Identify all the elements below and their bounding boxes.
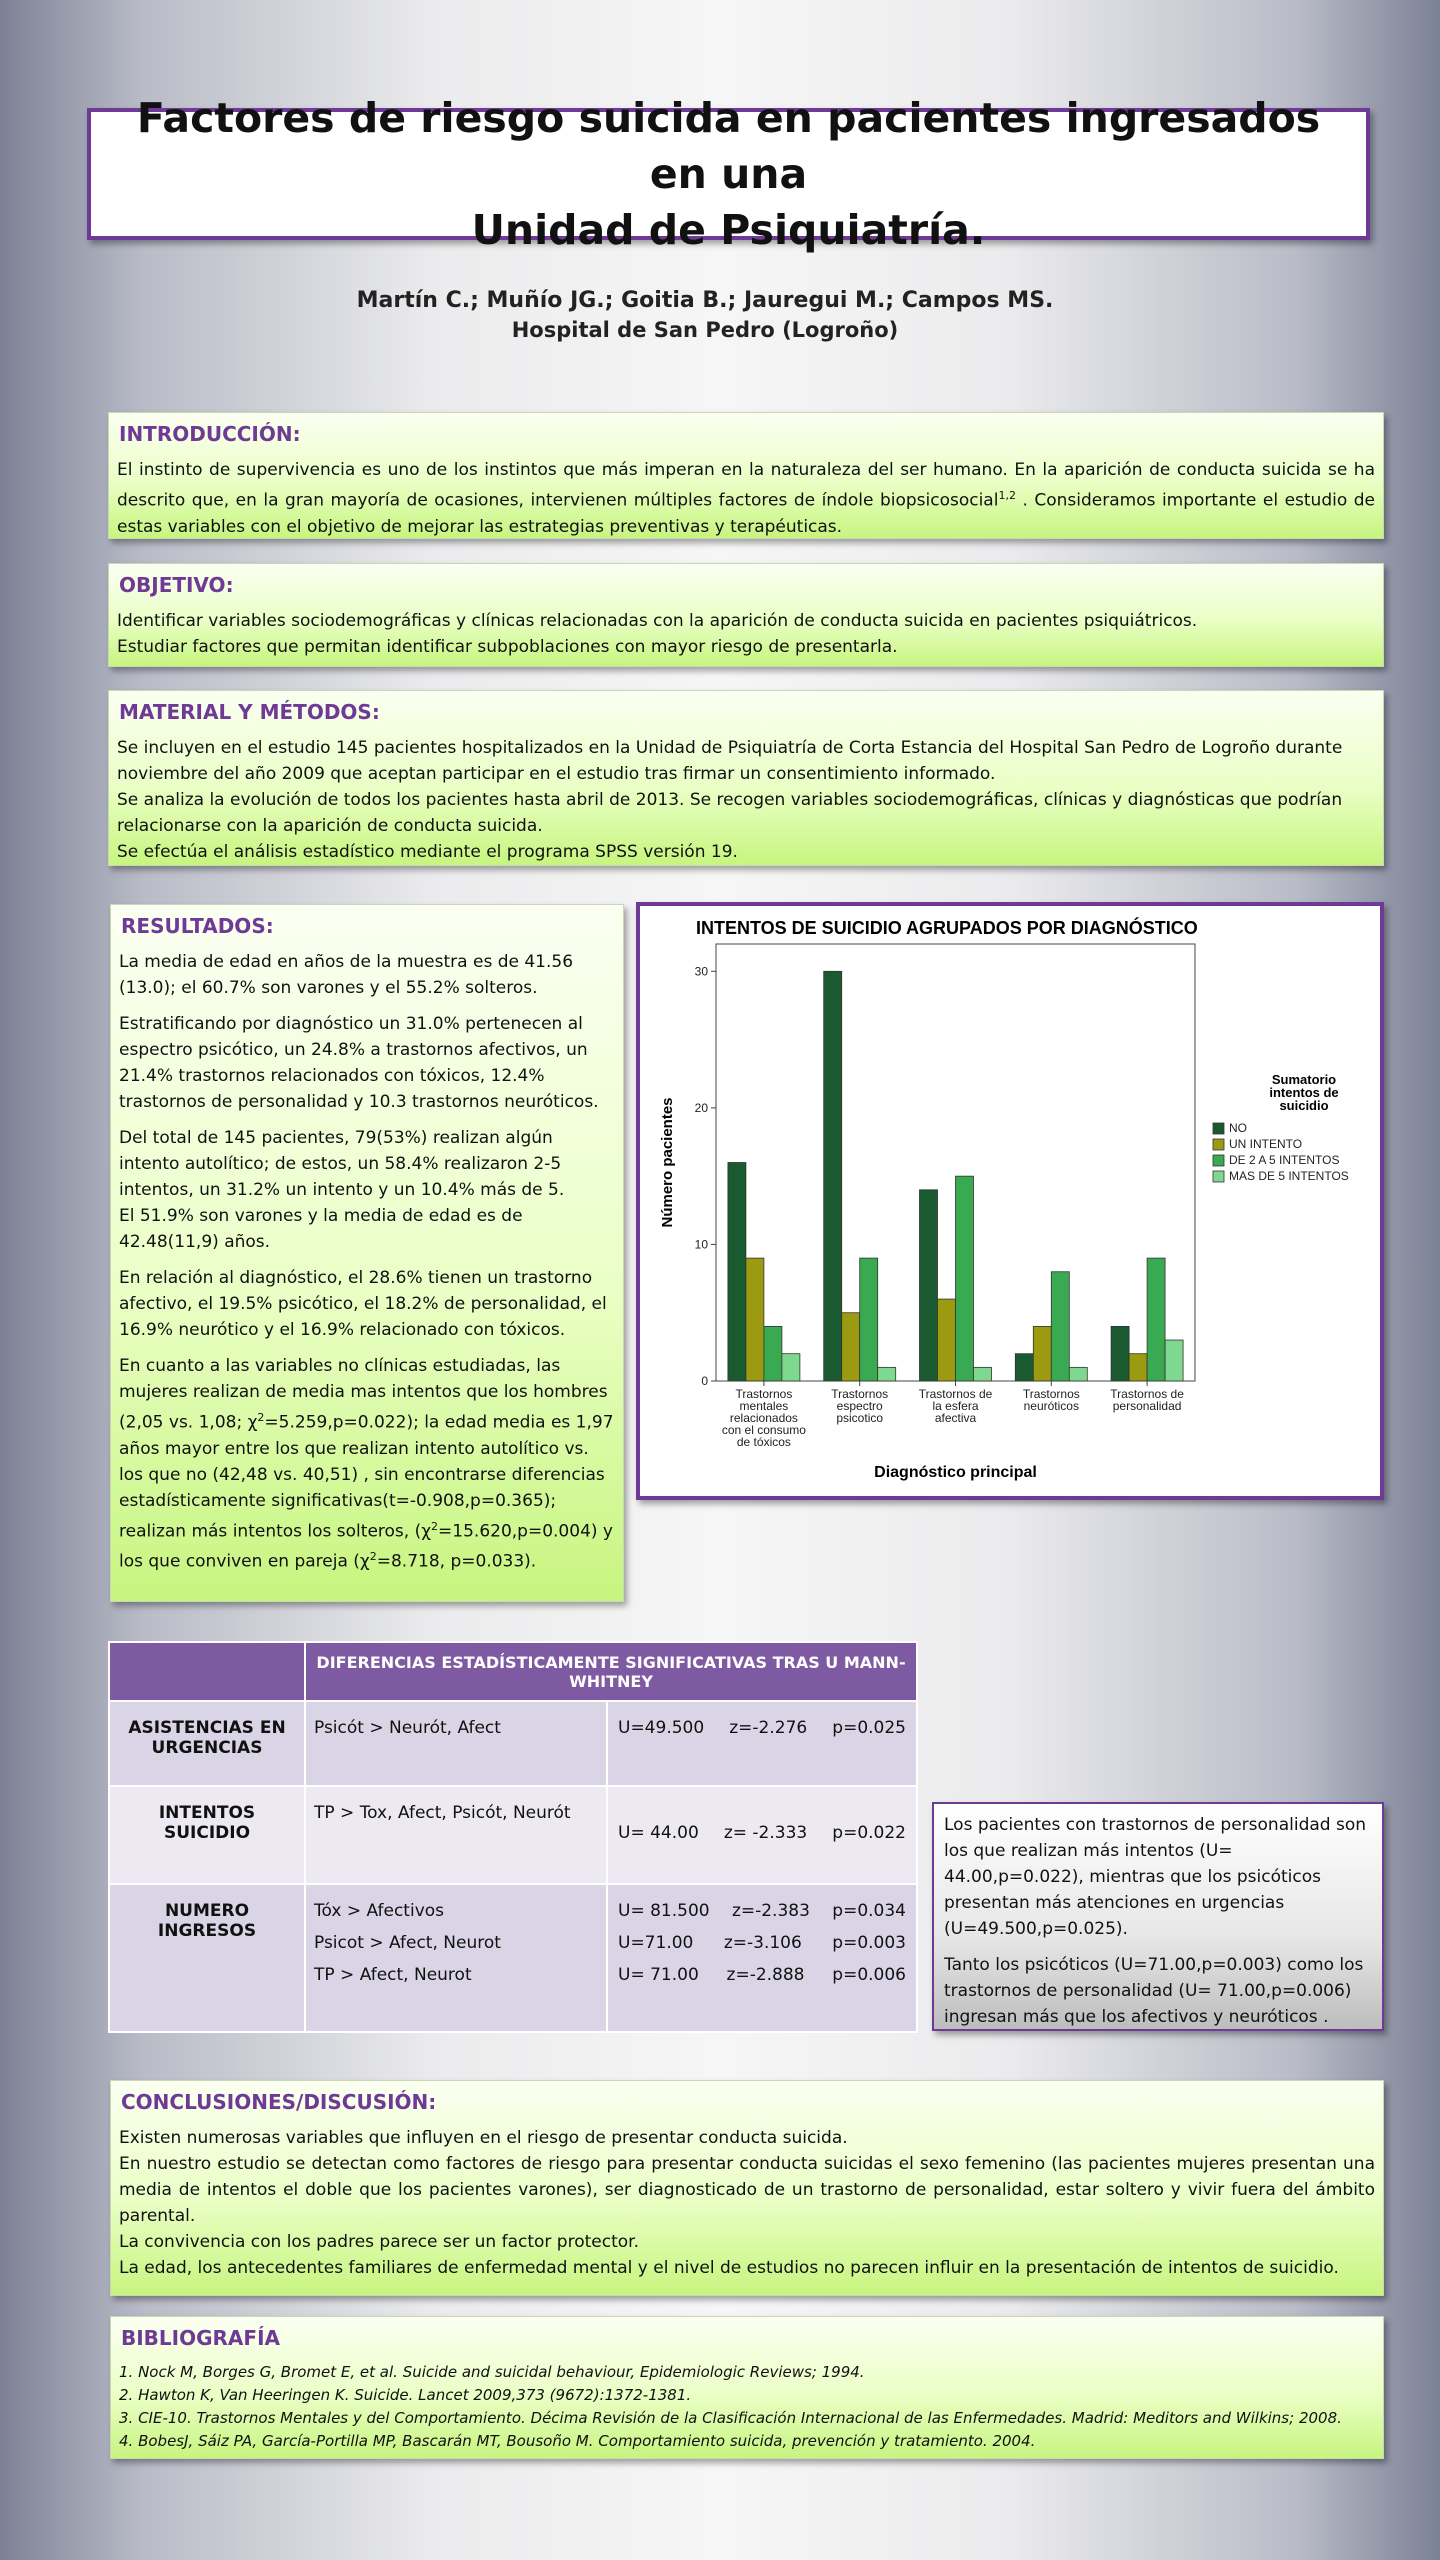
authors: Martín C.; Muñío JG.; Goitia B.; Jauregui M.; Campos MS. xyxy=(356,288,1054,313)
resultados-section xyxy=(110,904,624,1602)
bibliografia-heading: BIBLIOGRAFÍA xyxy=(121,2326,280,2350)
stats-table xyxy=(108,1641,918,2033)
bar xyxy=(746,1258,764,1381)
bar xyxy=(1033,1326,1051,1381)
bar xyxy=(1015,1354,1033,1381)
bar xyxy=(842,1313,860,1381)
side-note xyxy=(932,1802,1384,2031)
row-condition: TP > Tox, Afect, Psicót, Neurót xyxy=(305,1786,607,1884)
row-condition: Tóx > Afectivos Psicot > Afect, Neurot TP > Afect, Neurot xyxy=(305,1884,607,2032)
material-section xyxy=(108,690,1384,866)
legend-label: UN INTENTO xyxy=(1229,1137,1303,1151)
bar-chart xyxy=(640,906,1380,1496)
resultados-p2: Estratificando por diagnóstico un 31.0% pertenecen al espectro psicótico, un 24.8% a trastornos afectivos, un 21.4% trastornos relacionados con tóxicos, 12.4% trastornos de personalidad y 10.3 trastornos neuróticos. xyxy=(119,1014,599,1112)
introduccion-section xyxy=(108,412,1384,539)
bibliografia-section xyxy=(110,2316,1384,2459)
objetivo-heading: OBJETIVO: xyxy=(119,573,234,597)
resultados-heading: RESULTADOS: xyxy=(121,914,274,938)
y-tick-label: 10 xyxy=(694,1237,708,1252)
bar xyxy=(764,1326,782,1381)
conclusiones-line-3: La convivencia con los padres parece ser un factor protector. xyxy=(119,2232,639,2252)
resultados-p4: En relación al diagnóstico, el 28.6% tienen un trastorno afectivo, el 19.5% psicótico, el 18.2% de personalidad, el 16.9% neurótico y el 16.9% relacionado con tóxicos. xyxy=(119,1268,607,1340)
material-line-3: Se efectúa el análisis estadístico mediante el programa SPSS versión 19. xyxy=(117,842,738,862)
x-tick-label: Trastornos de xyxy=(918,1387,993,1401)
x-axis-label: Diagnóstico principal xyxy=(874,1464,1037,1481)
x-tick-label: con el consumo xyxy=(721,1423,806,1437)
resultados-p3: Del total de 145 pacientes, 79(53%) realizan algún intento autolítico; de estos, un 58.4% realizaron 2-5 intentos, un 31.2% un intento y un 10.4% más de 5. El 51.9% son varones y la media de edad es de 42.48(11,9) años. xyxy=(119,1128,565,1252)
bar xyxy=(860,1258,878,1381)
introduccion-heading: INTRODUCCIÓN: xyxy=(119,422,301,446)
legend-swatch xyxy=(1213,1123,1224,1134)
objetivo-line-2: Estudiar factores que permitan identificar subpoblaciones con mayor riesgo de presentarla. xyxy=(117,637,898,657)
table-row xyxy=(109,1884,917,2032)
introduccion-text: El instinto de supervivencia es uno de los instintos que más imperan en la naturaleza del ser humano. En la aparición de conducta suicida se ha descrito que, en la gran mayoría de ocasiones, intervienen múltiples factores de índole biopsicosocial$^{1,2}$ . Consideramos importante el estudio de estas variables con el objetivo de mejorar las estrategias preventivas y terapéuticas. xyxy=(117,460,1375,537)
poster-title: Factores de riesgo suicida en pacientes ingresados en una Unidad de Psiquiatría. xyxy=(136,94,1321,254)
bar xyxy=(1165,1340,1183,1381)
row-label: NUMERO INGRESOS xyxy=(109,1884,305,2032)
x-tick-label: relacionados xyxy=(729,1411,798,1425)
bar xyxy=(920,1190,938,1381)
material-line-2: Se analiza la evolución de todos los pacientes hasta abril de 2013. Se recogen variables sociodemográficas, clínicas y diagnósticas que podrían relacionarse con la aparición de conducta suicida. xyxy=(117,790,1343,836)
bar xyxy=(1129,1354,1147,1381)
bar xyxy=(782,1354,800,1381)
ref-4: 4. BobesJ, Sáiz PA, García-Portilla MP, Bascarán MT, Bousoño M. Comportamiento suicida, prevención y tratamiento. 2004. xyxy=(119,2432,1036,2450)
legend-swatch xyxy=(1213,1155,1224,1166)
x-tick-label: neuróticos xyxy=(1023,1399,1079,1413)
side-note-p1: Los pacientes con trastornos de personalidad son los que realizan más intentos (U= 44.00,p=0.022), mientras que los psicóticos presentan más atenciones en urgencias (U=49.500,p=0.025). xyxy=(944,1815,1367,1939)
x-tick-label: Trastornos de xyxy=(1110,1387,1184,1401)
row-label: INTENTOS SUICIDIO xyxy=(109,1786,305,1884)
bar xyxy=(938,1299,956,1381)
bar xyxy=(974,1367,992,1381)
material-line-1: Se incluyen en el estudio 145 pacientes hospitalizados en la Unidad de Psiquiatría de Corta Estancia del Hospital San Pedro de Logroño durante noviembre del año 2009 que aceptan participar en el estudio tras firmar un consentimiento informado. xyxy=(117,738,1343,784)
x-tick-label: Trastornos xyxy=(831,1387,889,1401)
legend-title: Sumatorio xyxy=(1271,1072,1337,1087)
row-values: U= 81.500 z=-2.383 p=0.034 U=71.00 z=-3.106 p=0.003 U= 71.00 z=-2.888 p=0.006 xyxy=(607,1884,917,2032)
bar xyxy=(728,1163,746,1382)
row-condition: Psicót > Neurót, Afect xyxy=(305,1701,607,1785)
ref-1: 1. Nock M, Borges G, Bromet E, et al. Suicide and suicidal behaviour, Epidemiologic Reviews; 1994. xyxy=(119,2363,865,2381)
y-tick-label: 0 xyxy=(701,1374,708,1388)
table-row xyxy=(109,1701,917,1785)
row-values: U= 44.00 z= -2.333 p=0.022 xyxy=(607,1786,917,1884)
table-header: DIFERENCIAS ESTADÍSTICAMENTE SIGNIFICATIVAS TRAS U MANN-WHITNEY xyxy=(305,1642,917,1701)
y-tick-label: 30 xyxy=(694,964,708,979)
row-values: U=49.500 z=-2.276 p=0.025 xyxy=(607,1701,917,1785)
title-box xyxy=(87,94,1370,254)
x-tick-label: afectiva xyxy=(934,1411,977,1425)
conclusiones-line-1: Existen numerosas variables que influyen en el riesgo de presentar conducta suicida. xyxy=(119,2128,848,2148)
ref-2: 2. Hawton K, Van Heeringen K. Suicide. Lancet 2009,373 (9672):1372-1381. xyxy=(119,2386,692,2404)
conclusiones-section xyxy=(110,2080,1384,2296)
x-tick-label: Trastornos xyxy=(1022,1387,1080,1401)
chart-box xyxy=(636,902,1384,1500)
resultados-p1: La media de edad en años de la muestra es de 41.56 (13.0); el 60.7% son varones y el 55.2% solteros. xyxy=(119,952,574,998)
chart-title: INTENTOS DE SUICIDIO AGRUPADOS POR DIAGNÓSTICO xyxy=(696,918,1198,938)
x-tick-label: espectro xyxy=(836,1399,883,1413)
introduccion-ref: 1,2 xyxy=(998,489,1016,502)
side-note-p2: Tanto los psicóticos (U=71.00,p=0.003) como los trastornos de personalidad (U= 71.00,p=0.006) ingresan más que los afectivos y neuróticos . xyxy=(944,1955,1364,2027)
x-tick-label: de tóxicos xyxy=(736,1435,791,1449)
ref-3: 3. CIE-10. Trastornos Mentales y del Comportamiento. Décima Revisión de la Clasificación Internacional de las Enfermedades. Madrid: Meditors and Wilkins; 2008. xyxy=(119,2409,1342,2427)
legend-label: DE 2 A 5 INTENTOS xyxy=(1229,1153,1340,1167)
resultados-p5: En cuanto a las variables no clínicas estudiadas, las mujeres realizan de media mas intentos que los hombres (2,05 vs. 1,08; $\chi^2=5.259,p=0.022$); la edad media es 1,97 años mayor entre los que realizan intento autolítico vs. los que no (42,48 vs. 40,51) , sin encontrarse diferencias estadísticamente significativas(t=-0.908,p=0.365); realizan más intentos los solteros, $(\chi^2=15.620,p=0.004)$ y los que conviven en pareja ($\chi^2=8.718$, p=0.033). xyxy=(119,1356,614,1572)
table-row xyxy=(109,1786,917,1884)
y-tick-label: 20 xyxy=(694,1100,708,1115)
conclusiones-line-2: En nuestro estudio se detectan como factores de riesgo para presentar conducta suicidas el sexo femenino (las pacientes mujeres presentan una media de intentos el doble que los pacientes varones), ser diagnosticado de un trastorno de personalidad, estar soltero y vivir fuera del ámbito parental. xyxy=(119,2154,1375,2226)
legend-swatch xyxy=(1213,1139,1224,1150)
bar xyxy=(824,971,842,1381)
bar xyxy=(1111,1326,1129,1381)
hospital: Hospital de San Pedro (Logroño) xyxy=(511,318,899,342)
bar xyxy=(1069,1367,1087,1381)
legend-label: NO xyxy=(1229,1121,1247,1135)
row-label: ASISTENCIAS EN URGENCIAS xyxy=(109,1701,305,1785)
bar xyxy=(1147,1258,1165,1381)
legend-label: MAS DE 5 INTENTOS xyxy=(1229,1169,1349,1183)
table-corner xyxy=(109,1642,305,1701)
legend-title: intentos de xyxy=(1269,1085,1339,1100)
conclusiones-line-4: La edad, los antecedentes familiares de enfermedad mental y el nivel de estudios no parecen influir en la presentación de intentos de suicidio. xyxy=(119,2258,1339,2278)
objetivo-section xyxy=(108,563,1384,667)
bar xyxy=(878,1367,896,1381)
x-tick-label: mentales xyxy=(739,1399,789,1413)
conclusiones-heading: CONCLUSIONES/DISCUSIÓN: xyxy=(121,2090,437,2114)
bar xyxy=(1051,1272,1069,1381)
x-tick-label: personalidad xyxy=(1112,1399,1182,1413)
bar xyxy=(956,1176,974,1381)
legend-title: suicidio xyxy=(1279,1098,1329,1113)
objetivo-line-1: Identificar variables sociodemográficas y clínicas relacionadas con la aparición de conducta suicida en pacientes psiquiátricos. xyxy=(117,611,1198,631)
x-tick-label: la esfera xyxy=(932,1399,979,1413)
x-tick-label: psicotico xyxy=(836,1411,884,1425)
legend-swatch xyxy=(1213,1171,1224,1182)
y-axis-label: Número pacientes xyxy=(659,1097,676,1228)
x-tick-label: Trastornos xyxy=(735,1387,793,1401)
material-heading: MATERIAL Y MÉTODOS: xyxy=(119,700,380,724)
